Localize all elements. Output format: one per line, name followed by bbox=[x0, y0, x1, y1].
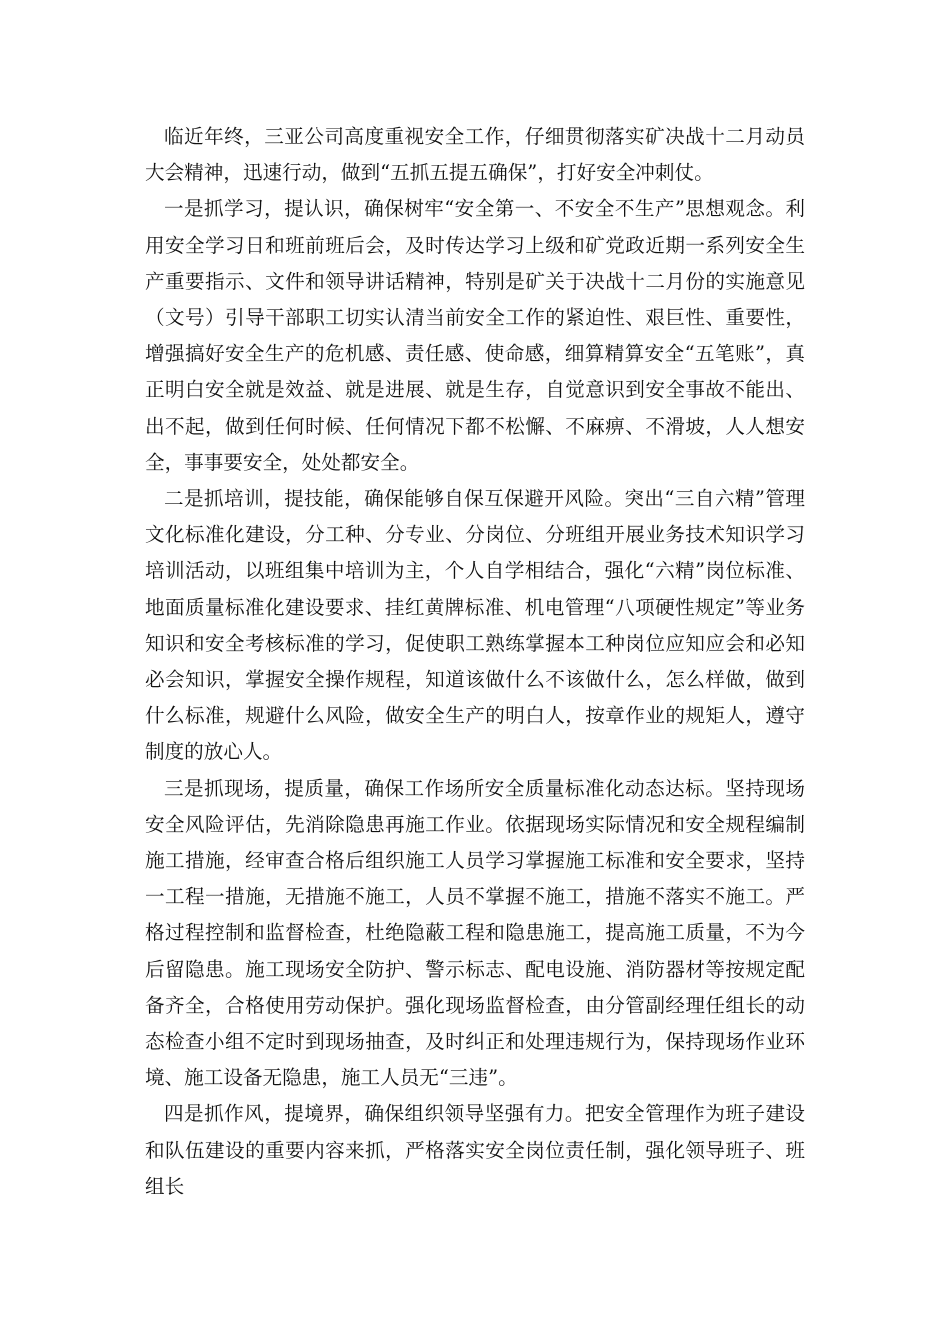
paragraph-training: 二是抓培训，提技能，确保能够自保互保避开风险。突出“三自六精”管理文化标准化建设，分工种、分专业、分岗位、分班组开展业务技术知识学习培训活动，以班组集中培训为主，个人自学相结合，强化“六精”岗位标准、地面质量标准化建设要求、挂红黄牌标准、机电管理“八项硬性规定”等业务知识和安全考核标准的学习，促使职工熟练掌握本工种岗位应知应会和必知必会知识，掌握安全操作规程，知道该做什么不该做什么，怎么样做，做到什么标准，规避什么风险，做安全生产的明白人，按章作业的规矩人，遵守制度的放心人。 bbox=[145, 487, 805, 764]
document-body bbox=[145, 119, 805, 1205]
paragraph-style: 四是抓作风，提境界，确保组织领导坚强有力。把安全管理作为班子建设和队伍建设的重要内容来抓，严格落实安全岗位责任制，强化领导班子、班组长 bbox=[145, 1102, 805, 1198]
paragraph-site: 三是抓现场，提质量，确保工作场所安全质量标准化动态达标。坚持现场安全风险评估，先消除隐患再施工作业。依据现场实际情况和安全规程编制施工措施，经审查合格后组织施工人员学习掌握施工标准和安全要求，坚持一工程一措施，无措施不施工，人员不掌握不施工，措施不落实不施工。严格过程控制和监督检查，杜绝隐蔽工程和隐患施工，提高施工质量，不为今后留隐患。施工现场安全防护、警示标志、配电设施、消防器材等按规定配备齐全，合格使用劳动保护。强化现场监督检查，由分管副经理任组长的动态检查小组不定时到现场抽查，及时纠正和处理违规行为，保持现场作业环境、施工设备无隐患，施工人员无“三违”。 bbox=[145, 776, 805, 1090]
paragraph-intro: 临近年终，三亚公司高度重视安全工作，仔细贯彻落实矿决战十二月动员大会精神，迅速行动，做到“五抓五提五确保”，打好安全冲刺仗。 bbox=[145, 125, 805, 185]
paragraph-study: 一是抓学习，提认识，确保树牢“安全第一、不安全不生产”思想观念。利用安全学习日和班前班后会，及时传达学习上级和矿党政近期一系列安全生产重要指示、文件和领导讲话精神，特别是矿关于决战十二月份的实施意见（文号）引导干部职工切实认清当前安全工作的紧迫性、艰巨性、重要性，增强搞好安全生产的危机感、责任感、使命感，细算精算安全“五笔账”，真正明白安全就是效益、就是进展、就是生存，自觉意识到安全事故不能出、出不起，做到任何时候、任何情况下都不松懈、不麻痹、不滑坡，人人想安全，事事要安全，处处都安全。 bbox=[145, 197, 805, 474]
